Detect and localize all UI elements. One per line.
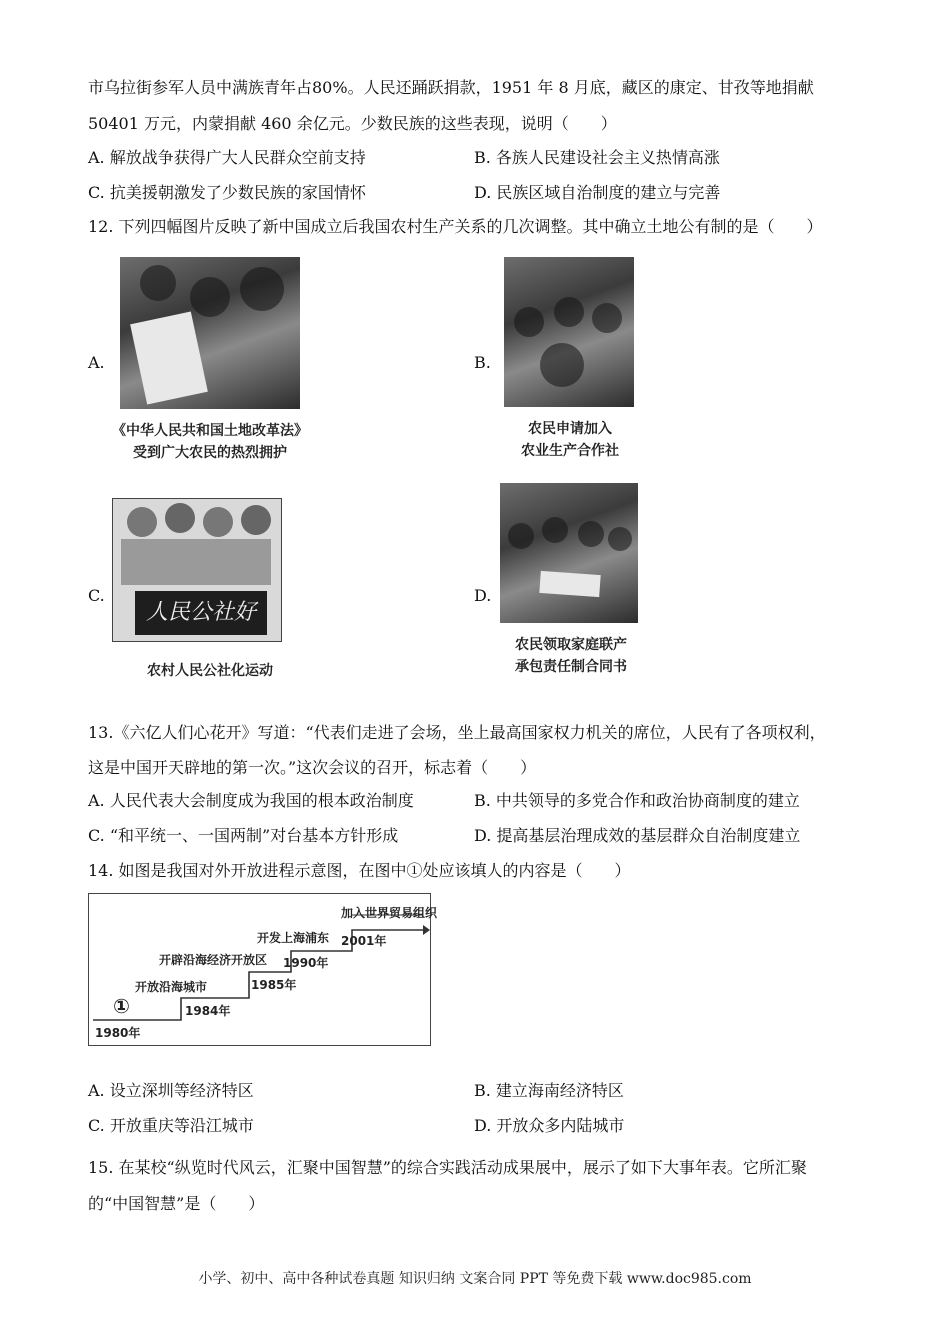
q12-option-d-letter: D. <box>474 586 492 605</box>
timeline-year-1985: 1985年 <box>251 978 297 992</box>
timeline-year-1984: 1984年 <box>185 1004 231 1018</box>
q14-option-c: C. 开放重庆等沿江城市 <box>88 1116 254 1135</box>
q12-caption-b-line1: 农民申请加入 <box>528 421 612 437</box>
timeline-year-1980: 1980年 <box>95 1026 141 1040</box>
q12-option-b-letter: B. <box>474 353 491 372</box>
q13-option-c: C. “和平统一、一国两制”对台基本方针形成 <box>88 826 399 845</box>
q13-text-line1: 13.《六亿人们心花开》写道：“代表们走进了会场，坐上最高国家权力机关的席位，人民有了各项权利， <box>88 723 826 742</box>
q11-text-line1: 市乌拉街参军人员中满族青年占80%。人民还踊跃捐款，1951 年 8 月底，藏区的康定、甘孜等地捐献 <box>88 78 814 97</box>
q13-option-d: D. 提高基层治理成效的基层群众自治制度建立 <box>474 826 801 845</box>
q12-caption-d-line1: 农民领取家庭联产 <box>515 637 627 653</box>
q12-option-c-letter: C. <box>88 586 105 605</box>
q12-caption-a-line2: 受到广大农民的热烈拥护 <box>133 445 287 461</box>
q15-text-line1: 15. 在某校“纵览时代风云，汇聚中国智慧”的综合实践活动成果展中，展示了如下大事年表。它所汇聚 <box>88 1158 807 1177</box>
q14-option-a: A. 设立深圳等经济特区 <box>88 1081 254 1100</box>
q12-option-a-letter: A. <box>88 353 105 372</box>
q12-photo-b <box>504 257 634 407</box>
q11-text-line2: 50401 万元，内蒙捐献 460 余亿元。少数民族的这些表现，说明（ ） <box>88 114 617 133</box>
q12-caption-d-line2: 承包责任制合同书 <box>515 659 627 675</box>
q13-text-line2: 这是中国开天辟地的第一次。”这次会议的召开，标志着（ ） <box>88 758 537 777</box>
figure-head-icon <box>203 507 233 537</box>
q13-option-b: B. 中共领导的多党合作和政治协商制度的建立 <box>474 791 800 810</box>
figure-head-icon <box>241 505 271 535</box>
q15-text-line2: 的“中国智慧”是（ ） <box>88 1194 265 1213</box>
timeline-label-2001: 加入世界贸易组织 <box>341 906 438 920</box>
q11-option-a: A. 解放战争获得广大人民群众空前支持 <box>88 148 366 167</box>
timeline-year-2001: 2001年 <box>341 934 387 948</box>
q13-option-a: A. 人民代表大会制度成为我国的根本政治制度 <box>88 791 414 810</box>
q11-option-c: C. 抗美援朝激发了少数民族的家国情怀 <box>88 183 366 202</box>
q12-caption-a-line1: 《中华人民共和国土地改革法》 <box>112 423 308 439</box>
q14-stem: 14. 如图是我国对外开放进程示意图，在图中①处应该填人的内容是（ ） <box>88 861 631 880</box>
timeline-label-1985: 开辟沿海经济开放区 <box>159 953 268 967</box>
q14-option-d: D. 开放众多内陆城市 <box>474 1116 625 1135</box>
q11-option-b: B. 各族人民建设社会主义热情高涨 <box>474 148 720 167</box>
figure-head-icon <box>127 507 157 537</box>
timeline-label-1990: 开发上海浦东 <box>257 931 330 945</box>
q12-stem: 12. 下列四幅图片反映了新中国成立后我国农村生产关系的几次调整。其中确立土地公有制的是（ ） <box>88 217 823 236</box>
opening-up-timeline-diagram <box>88 893 438 1046</box>
q14-option-b: B. 建立海南经济特区 <box>474 1081 624 1100</box>
timeline-label-1984: 开放沿海城市 <box>135 980 208 994</box>
figure-head-icon <box>165 503 195 533</box>
q12-poster-c <box>112 498 282 642</box>
q12-photo-a <box>120 257 300 409</box>
poster-banner: 人民公社好 <box>135 591 267 635</box>
q11-option-d: D. 民族区域自治制度的建立与完善 <box>474 183 721 202</box>
timeline-year-1990: 1990年 <box>283 956 329 970</box>
q12-photo-d <box>500 483 638 623</box>
q12-caption-b-line2: 农业生产合作社 <box>521 443 619 459</box>
page-footer: 小学、初中、高中各种试卷真题 知识归纳 文案合同 PPT 等免费下载 www.doc985.com <box>198 1271 752 1287</box>
q12-caption-c-line1: 农村人民公社化运动 <box>147 663 273 679</box>
timeline-blank-marker: ① <box>113 994 130 1018</box>
